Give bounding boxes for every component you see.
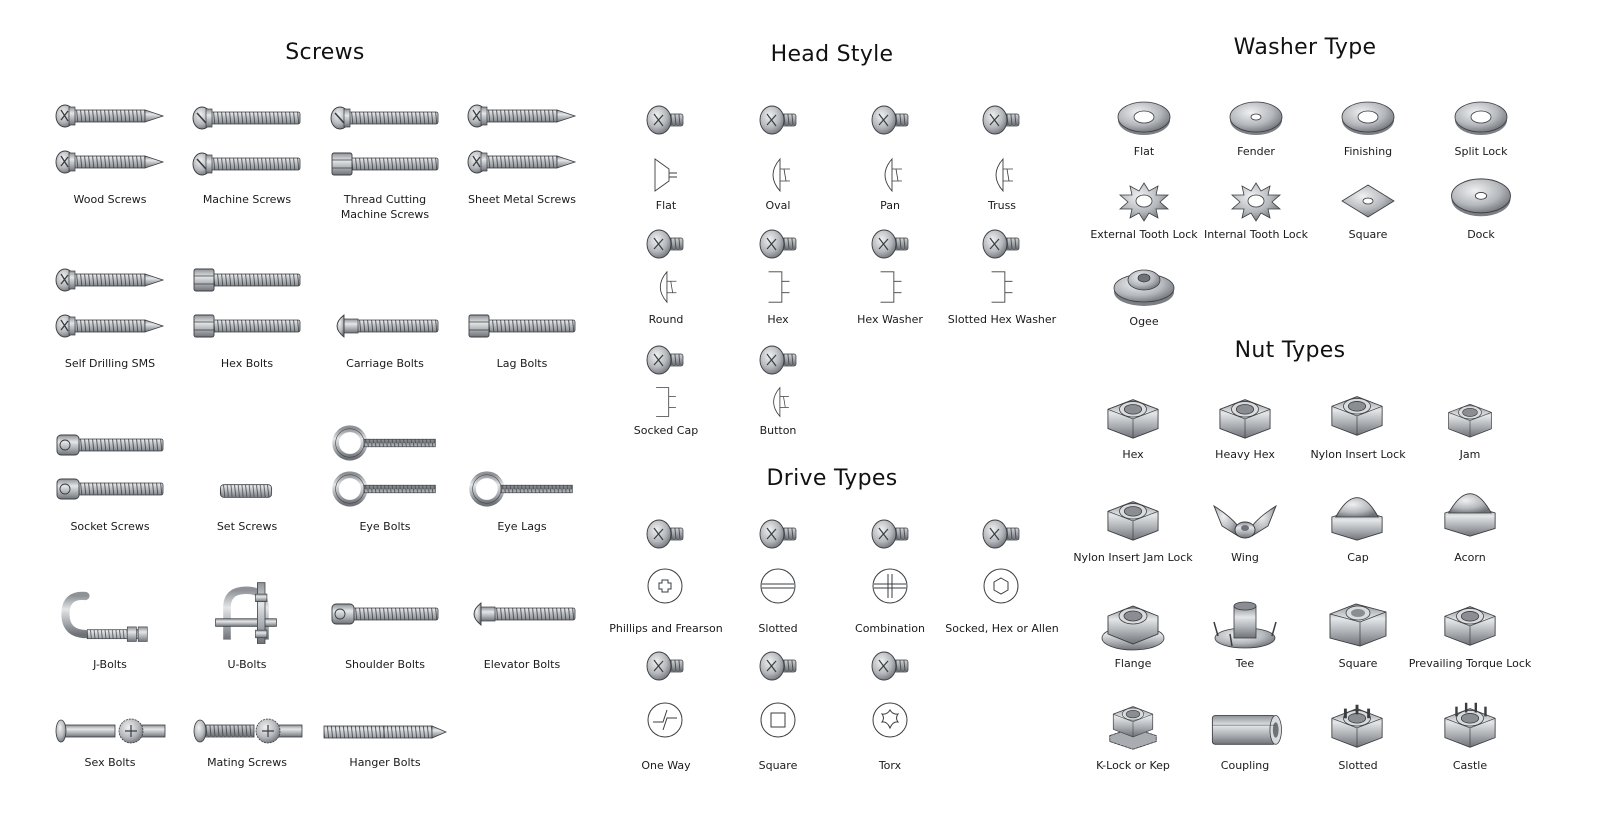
- tee-nut-image: [1212, 598, 1278, 652]
- button-head-image: [758, 342, 798, 420]
- coupling-nut-label: Coupling: [1220, 759, 1270, 772]
- truss-head-image: [981, 100, 1021, 196]
- mating-screws-label: Mating Screws: [207, 756, 287, 769]
- set-screw-image: [218, 480, 274, 502]
- washer-type-title: Washer Type: [1233, 35, 1377, 60]
- fender-washer-image: [1226, 98, 1286, 138]
- cap-nut-image: [1328, 488, 1386, 546]
- thread-cutting-label-1: Thread Cutting: [343, 193, 427, 206]
- socket-screws-label: Socket Screws: [70, 520, 150, 533]
- nylon-insert-jam-lock-nut-label: Nylon Insert Jam Lock: [1073, 551, 1193, 564]
- hanger-bolt-image: [322, 722, 448, 742]
- hex-washer-head-label: Hex Washer: [857, 313, 923, 326]
- carriage-bolt-image: [330, 312, 440, 340]
- acorn-nut-label: Acorn: [1454, 551, 1486, 564]
- internal-tooth-washer-image: [1226, 180, 1286, 222]
- phillips-drive-image: [645, 514, 685, 606]
- set-screws-label: Set Screws: [216, 520, 278, 533]
- square-drive-label: Square: [758, 759, 798, 772]
- truss-head-label: Truss: [987, 199, 1017, 212]
- slotted-nut-label: Slotted: [1338, 759, 1378, 772]
- dock-washer-label: Dock: [1467, 228, 1495, 241]
- drive-types-title: Drive Types: [766, 466, 898, 491]
- cap-nut-label: Cap: [1347, 551, 1369, 564]
- flange-nut-label: Flange: [1114, 657, 1152, 670]
- machine-screw-image: [192, 106, 302, 176]
- hex-bolt-image: [192, 266, 302, 340]
- finishing-washer-label: Finishing: [1343, 145, 1393, 158]
- eye-bolt-image: [330, 424, 440, 508]
- coupling-nut-image: [1206, 704, 1284, 752]
- k-lock-nut-label: K-Lock or Kep: [1096, 759, 1170, 772]
- flat-head-label: Flat: [655, 199, 677, 212]
- nylon-insert-jam-lock-nut-image: [1104, 492, 1162, 546]
- square-nut-image: [1326, 596, 1390, 652]
- lag-bolt-image: [467, 312, 577, 340]
- socked-cap-head-label: Socked Cap: [633, 424, 699, 437]
- mating-screw-image: [192, 716, 304, 746]
- square-drive-image: [758, 646, 798, 740]
- eye-bolts-label: Eye Bolts: [359, 520, 411, 533]
- head-style-title: Head Style: [770, 42, 894, 67]
- screws-title: Screws: [285, 40, 365, 65]
- eye-lags-label: Eye Lags: [497, 520, 547, 533]
- nylon-insert-lock-nut-image: [1328, 384, 1386, 444]
- shoulder-bolts-label: Shoulder Bolts: [345, 658, 425, 671]
- square-nut-label: Square: [1338, 657, 1378, 670]
- combination-drive-label: Combination: [855, 622, 925, 635]
- internal-tooth-washer-label: Internal Tooth Lock: [1203, 228, 1309, 241]
- j-bolt-image: [60, 588, 160, 644]
- hex-head-image: [758, 226, 798, 306]
- fender-washer-label: Fender: [1237, 145, 1275, 158]
- slotted-drive-image: [758, 514, 798, 606]
- elevator-bolt-image: [467, 598, 577, 630]
- pan-head-image: [870, 100, 910, 196]
- wing-nut-image: [1210, 496, 1280, 546]
- slotted-nut-image: [1328, 698, 1386, 754]
- one-way-drive-image: [645, 646, 685, 740]
- flat-washer-label: Flat: [1133, 145, 1155, 158]
- hex-nut-label: Hex: [1122, 448, 1144, 461]
- square-washer-label: Square: [1348, 228, 1388, 241]
- pan-head-label: Pan: [880, 199, 900, 212]
- k-lock-nut-image: [1104, 698, 1162, 754]
- carriage-bolts-label: Carriage Bolts: [346, 357, 424, 370]
- flat-washer-image: [1114, 98, 1174, 138]
- slotted-drive-label: Slotted: [758, 622, 798, 635]
- prevailing-torque-lock-nut-label: Prevailing Torque Lock: [1408, 657, 1532, 670]
- ogee-washer-image: [1112, 262, 1176, 308]
- sheet-metal-screws-label: Sheet Metal Screws: [468, 193, 576, 206]
- dock-washer-image: [1447, 172, 1515, 222]
- eye-lag-image: [467, 470, 577, 508]
- heavy-hex-nut-image: [1216, 390, 1274, 444]
- lag-bolts-label: Lag Bolts: [496, 357, 548, 370]
- hanger-bolts-label: Hanger Bolts: [349, 756, 421, 769]
- nylon-insert-lock-nut-label: Nylon Insert Lock: [1310, 448, 1406, 461]
- phillips-drive-label: Phillips and Frearson: [609, 622, 723, 635]
- ogee-washer-label: Ogee: [1129, 315, 1159, 328]
- slotted-hex-washer-head-image: [981, 226, 1021, 306]
- socked-cap-head-image: [645, 342, 685, 420]
- castle-nut-label: Castle: [1452, 759, 1488, 772]
- split-lock-washer-label: Split Lock: [1454, 145, 1508, 158]
- heavy-hex-nut-label: Heavy Hex: [1215, 448, 1275, 461]
- square-washer-image: [1338, 180, 1398, 222]
- oval-head-label: Oval: [765, 199, 791, 212]
- slotted-hex-washer-head-label: Slotted Hex Washer: [947, 313, 1057, 326]
- acorn-nut-image: [1441, 480, 1499, 546]
- j-bolts-label: J-Bolts: [93, 658, 127, 671]
- u-bolt-image: [208, 580, 284, 648]
- one-way-drive-label: One Way: [641, 759, 691, 772]
- shoulder-bolt-image: [330, 600, 440, 628]
- sex-bolts-label: Sex Bolts: [84, 756, 136, 769]
- socket-screw-image: [55, 432, 165, 502]
- tee-nut-label: Tee: [1235, 657, 1255, 670]
- flange-nut-image: [1100, 598, 1166, 652]
- socked-drive-label: Socked, Hex or Allen: [945, 622, 1059, 635]
- sheet-metal-screw-image: [467, 104, 577, 174]
- thread-cutting-label-2: Machine Screws: [340, 208, 430, 221]
- self-drilling-label: Self Drilling SMS: [64, 357, 156, 370]
- wood-screw-image: [55, 104, 165, 174]
- thread-cutting-image: [330, 106, 440, 176]
- torx-drive-image: [870, 646, 910, 740]
- combination-drive-image: [870, 514, 910, 606]
- wing-nut-label: Wing: [1231, 551, 1259, 564]
- oval-head-image: [758, 100, 798, 196]
- self-drilling-image: [55, 268, 165, 338]
- button-head-label: Button: [759, 424, 797, 437]
- socked-drive-image: [981, 514, 1021, 606]
- hex-washer-head-image: [870, 226, 910, 306]
- jam-nut-image: [1441, 396, 1499, 442]
- external-tooth-washer-label: External Tooth Lock: [1090, 228, 1198, 241]
- castle-nut-image: [1441, 698, 1499, 754]
- torx-drive-label: Torx: [878, 759, 902, 772]
- hex-bolts-label: Hex Bolts: [220, 357, 274, 370]
- round-head-image: [645, 226, 685, 306]
- jam-nut-label: Jam: [1459, 448, 1481, 461]
- elevator-bolts-label: Elevator Bolts: [483, 658, 561, 671]
- nut-types-title: Nut Types: [1234, 338, 1346, 363]
- external-tooth-washer-image: [1114, 180, 1174, 222]
- split-lock-washer-image: [1451, 98, 1511, 138]
- round-head-label: Round: [648, 313, 684, 326]
- machine-screws-label: Machine Screws: [202, 193, 292, 206]
- sex-bolt-image: [55, 716, 167, 746]
- flat-head-image: [645, 100, 685, 196]
- prevailing-torque-lock-nut-image: [1441, 596, 1499, 652]
- wood-screws-label: Wood Screws: [73, 193, 147, 206]
- hex-nut-image: [1104, 390, 1162, 444]
- u-bolts-label: U-Bolts: [227, 658, 267, 671]
- finishing-washer-image: [1338, 98, 1398, 138]
- hex-head-label: Hex: [767, 313, 789, 326]
